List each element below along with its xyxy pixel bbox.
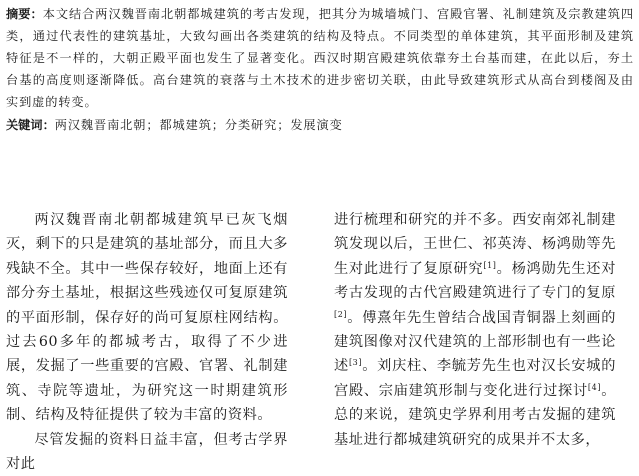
body-text: 进行梳理和研究的并不多。西安南郊礼制建筑发现以后，王世仁、祁英涛、杨鸿勋等先生对此进行了复原研究 — [334, 212, 616, 277]
citation-ref-3: [3] — [348, 358, 363, 368]
body-paragraph-2-continued — [334, 208, 616, 452]
citation-ref-4: [4] — [587, 382, 602, 392]
body-text: 。杨鸿勋先生还对考古发现的古代宫殿建筑进行了专门的复原 — [334, 260, 616, 302]
body-column-right — [334, 208, 616, 452]
citation-ref-2: [2] — [334, 309, 348, 319]
keywords-text: 两汉魏晋南北朝；都城建筑；分类研究；发展演变 — [54, 118, 343, 132]
body-text: 。傅熹年先生曾结合战国青铜器上刻画的建筑图像对汉代建筑的上部形制也有一些论述 — [334, 309, 616, 375]
abstract-section — [6, 3, 634, 136]
keywords-label: 关键词 — [6, 118, 43, 132]
body-column-left — [6, 208, 288, 476]
abstract-label: 摘要 — [6, 7, 31, 21]
body-text: 。总的来说，建筑史学界利用考古发掘的建筑基址进行都城建筑研究的成果并不太多， — [334, 382, 616, 448]
body-text: 。刘庆柱、李毓芳先生也对汉长安城的宫殿、宗庙建筑形制与变化进行过探讨 — [334, 358, 616, 399]
abstract-text: 本文结合两汉魏晋南北朝都城建筑的考古发现，把其分为城墙城门、宫殿官署、礼制建筑及宗教建筑四类，通过代表性的建筑基址，大致勾画出各类建筑的结构及特点。不同类型的单体建筑，其平面形制及建筑特征是不一样的，大朝正殿平面也发生了显著变化。西汉时期宫殿建筑依靠夯土台基而建，在此以后，夯土台基的高度则逐渐降低。高台建筑的衰落与土木技术的进步密切关联，由此导致建筑形式从高台到楼阁及由实到虚的转变。 — [6, 7, 635, 109]
abstract-paragraph — [6, 3, 634, 113]
keywords-line — [6, 114, 634, 136]
abstract-label-colon: ： — [30, 7, 43, 21]
body-paragraph-1: 两汉魏晋南北朝都城建筑早已灰飞烟灭，剩下的只是建筑的基址部分，而且大多残缺不全。其中一些保存较好，地面上还有部分夯土基址，根据这些残迹仅可复原建筑的平面形制，保存好的尚可复原柱网结构。过去60多年的都城考古，取得了不少进展，发掘了一些重要的宫殿、官署、礼制建筑、寺院等遗址，为研究这一时期建筑形制、结构及特征提供了较为丰富的资料。 — [6, 212, 288, 424]
keywords-label-colon: ： — [42, 118, 55, 132]
citation-ref-1: [1] — [483, 260, 497, 270]
body-paragraph-2-start: 尽管发掘的资料日益丰富，但考古学界对此 — [6, 431, 288, 473]
